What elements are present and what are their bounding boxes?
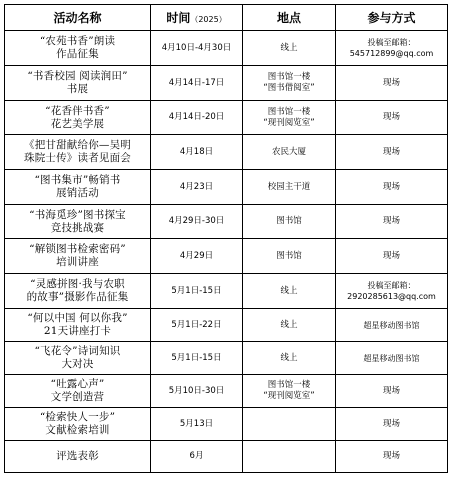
- activity-name-cell-line: “书香校园 阅读润田”: [27, 70, 128, 82]
- place-cell-line: 线上: [280, 285, 298, 296]
- method-cell-line: 超星移动图书馆: [363, 320, 420, 330]
- activity-name-cell-line: 书展: [66, 83, 89, 95]
- time-cell-line: 4月23日: [179, 181, 214, 192]
- method-cell: [336, 309, 448, 342]
- table-row: [5, 66, 448, 101]
- place-cell-line: “现刊阅览室”: [263, 391, 315, 401]
- time-cell-line: 4月10日-4月30日: [161, 42, 232, 53]
- activity-name-cell-line: “灵感拼图·我与农职: [30, 278, 125, 290]
- place-cell-line: 图书馆一楼: [267, 106, 311, 117]
- place-cell: [243, 205, 336, 239]
- time-cell: [151, 170, 243, 205]
- method-cell: [336, 274, 448, 309]
- method-cell-line: 投稿至邮箱：: [367, 281, 416, 290]
- time-cell: [151, 239, 243, 274]
- activity-name-cell: [5, 342, 151, 375]
- table-header-row: [5, 5, 448, 31]
- activity-name-cell: [5, 205, 151, 239]
- table-row: [5, 170, 448, 205]
- place-cell: [243, 239, 336, 274]
- place-cell-line: “现刊阅览室”: [263, 117, 315, 128]
- method-cell: [336, 342, 448, 375]
- method-cell-line: 现场: [382, 418, 400, 429]
- activity-name-cell: [5, 66, 151, 101]
- activity-name-cell: [5, 375, 151, 408]
- time-cell-line: 4月29日-30日: [168, 216, 225, 226]
- method-cell: [336, 375, 448, 408]
- time-cell: [151, 205, 243, 239]
- place-cell-line: 图书馆: [276, 216, 302, 226]
- table-row: [5, 309, 448, 342]
- place-cell-line: 图书馆: [276, 250, 302, 261]
- method-cell-line: 现场: [382, 112, 400, 122]
- table-row: [5, 239, 448, 274]
- place-cell: [243, 170, 336, 205]
- time-cell-line: 4月14日-17日: [168, 77, 225, 88]
- time-cell: [151, 66, 243, 101]
- method-cell-line: 现场: [382, 77, 400, 88]
- place-cell-line: 校园主干道: [267, 181, 311, 192]
- activity-name-cell: [5, 170, 151, 205]
- place-cell: [243, 375, 336, 408]
- activity-name-cell: [5, 135, 151, 170]
- time-cell: [151, 375, 243, 408]
- place-cell-line: 线上: [280, 352, 298, 363]
- time-cell: [151, 101, 243, 135]
- place-cell-line: 图书馆一楼: [267, 72, 311, 82]
- method-cell-line: 现场: [382, 181, 400, 192]
- time-cell-line: 5月1日-22日: [171, 319, 222, 330]
- place-cell: [243, 31, 336, 66]
- activity-name-cell-line: 21天讲座打卡: [43, 325, 112, 337]
- time-cell: [151, 342, 243, 375]
- method-cell: [336, 66, 448, 101]
- header-activity-name: 活动名称: [5, 5, 151, 31]
- place-cell: [243, 274, 336, 309]
- table-row: [5, 274, 448, 309]
- table-row: [5, 31, 448, 66]
- activity-name-cell-line: “花香伴书香”: [45, 104, 110, 117]
- activity-name-cell-line: “吐露心声”: [50, 378, 105, 390]
- time-cell-line: 5月1日-15日: [171, 285, 222, 296]
- time-cell: [151, 408, 243, 441]
- header-time: [151, 5, 243, 31]
- header-time-label: 时间: [166, 11, 191, 25]
- activity-name-cell-line: “书海觅珍”图书探宝: [29, 208, 126, 221]
- activity-name-cell: [5, 408, 151, 441]
- activity-name-cell: [5, 274, 151, 309]
- method-cell-line: 超星移动图书馆: [363, 353, 420, 363]
- activity-name-cell-line: 作品征集: [56, 48, 99, 60]
- activity-name-cell: [5, 239, 151, 274]
- time-cell: [151, 274, 243, 309]
- activity-name-cell: [5, 31, 151, 66]
- activity-name-cell-line: “何以中国 何以你我”: [27, 312, 128, 324]
- place-cell-line: 图书馆一楼: [267, 380, 311, 390]
- time-cell: [151, 309, 243, 342]
- method-cell: [336, 101, 448, 135]
- method-cell: [336, 170, 448, 205]
- activity-name-cell-line: 展销活动: [56, 187, 99, 199]
- method-cell-line: 545712899@qq.com: [349, 49, 434, 58]
- activity-name-cell-line: 的故事”摄影作品征集: [26, 291, 129, 303]
- table-row: [5, 135, 448, 170]
- method-cell-line: 投稿至邮箱：: [367, 38, 416, 47]
- time-cell-line: 4月29日: [179, 250, 214, 261]
- activity-name-cell-line: “农苑书香”朗读: [39, 35, 116, 47]
- place-cell-line: 线上: [280, 42, 298, 53]
- activity-name-cell-line: 评选表彰: [56, 450, 99, 462]
- place-cell-line: 线上: [280, 319, 298, 330]
- header-time-year: （2025）: [190, 15, 227, 24]
- place-cell: [243, 342, 336, 375]
- method-cell: [336, 205, 448, 239]
- activity-name-cell-line: 文献检索培训: [45, 424, 110, 436]
- activity-name-cell-line: “检索快人一步”: [39, 411, 116, 423]
- time-cell: [151, 441, 243, 473]
- place-cell: [243, 66, 336, 101]
- method-cell-line: 现场: [382, 250, 400, 261]
- place-cell-line: “图书借阅室”: [263, 83, 315, 93]
- time-cell-line: 5月1日-15日: [171, 352, 222, 363]
- method-cell-line: 现场: [382, 385, 400, 396]
- method-cell-line: 2920285613@qq.com: [347, 292, 436, 301]
- activity-name-cell-line: 文学创造营: [50, 391, 105, 403]
- method-cell: [336, 441, 448, 473]
- activity-name-cell-line: 培训讲座: [56, 256, 99, 268]
- activity-name-cell-line: 花艺美学展: [50, 117, 105, 130]
- time-cell-line: 4月18日: [179, 146, 214, 157]
- method-cell: [336, 239, 448, 274]
- time-cell-line: 5月13日: [179, 418, 214, 429]
- activity-name-cell-line: 大对决: [61, 358, 94, 370]
- method-cell-line: 现场: [382, 216, 400, 226]
- time-cell-line: 5月10日-30日: [168, 385, 225, 396]
- place-cell: [243, 309, 336, 342]
- method-cell-line: 现场: [382, 451, 400, 461]
- activity-schedule-table: [4, 4, 448, 473]
- time-cell-line: 6月: [189, 451, 204, 461]
- place-cell-line: 农民大厦: [271, 146, 306, 157]
- activity-name-cell-line: “飞花令”诗词知识: [34, 345, 121, 357]
- place-cell: [243, 408, 336, 441]
- time-cell-line: 4月14日-20日: [168, 112, 225, 122]
- activity-name-cell-line: “解锁图书检索密码”: [29, 243, 126, 255]
- table-row: [5, 101, 448, 135]
- table-row: [5, 205, 448, 239]
- time-cell: [151, 31, 243, 66]
- method-cell: [336, 408, 448, 441]
- place-cell: [243, 135, 336, 170]
- header-method: 参与方式: [336, 5, 448, 31]
- activity-name-cell-line: 《把甘甜献给你—吴明: [24, 139, 131, 151]
- activity-name-cell: [5, 101, 151, 135]
- table-row: [5, 342, 448, 375]
- activity-name-cell: [5, 309, 151, 342]
- table-row: [5, 441, 448, 473]
- activity-name-cell: [5, 441, 151, 473]
- method-cell-line: 现场: [382, 146, 400, 157]
- activity-name-cell-line: “图书集市”畅销书: [34, 174, 121, 186]
- place-cell: [243, 441, 336, 473]
- place-cell: [243, 101, 336, 135]
- activity-name-cell-line: 竞技挑战赛: [50, 221, 105, 234]
- method-cell: [336, 135, 448, 170]
- table-row: [5, 375, 448, 408]
- activity-name-cell-line: 珠院士传》读者见面会: [24, 152, 131, 164]
- time-cell: [151, 135, 243, 170]
- table-row: [5, 408, 448, 441]
- header-place: 地点: [243, 5, 336, 31]
- method-cell: [336, 31, 448, 66]
